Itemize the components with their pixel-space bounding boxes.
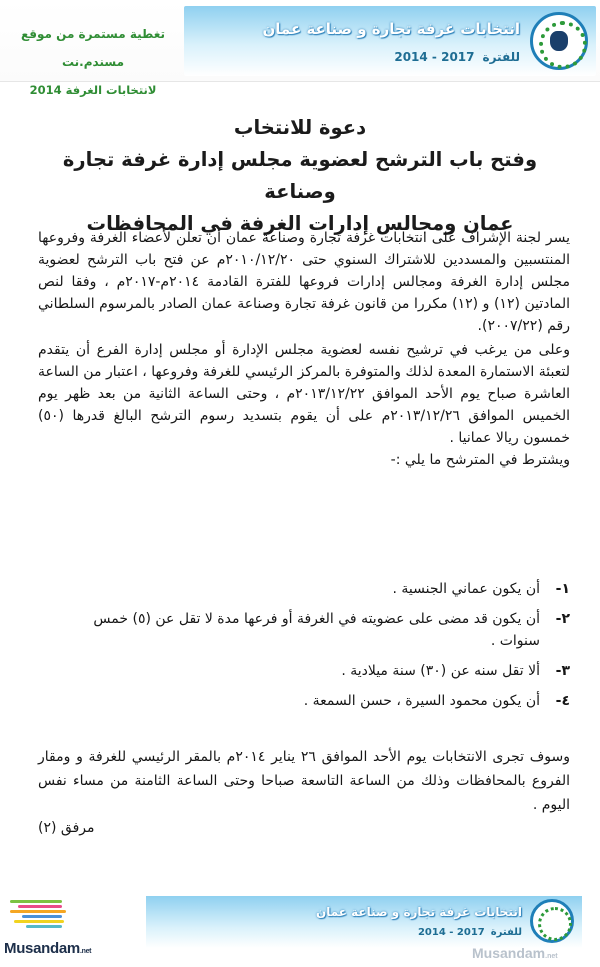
- header-period-label: للفترة: [482, 50, 520, 64]
- conditions-list: [60, 578, 570, 720]
- condition-text: أن يكون محمود السيرة ، حسن السمعة .: [303, 693, 540, 709]
- chamber-emblem-icon: [530, 12, 588, 70]
- top-banner: [0, 0, 600, 97]
- footer-period-label: للفترة: [490, 927, 522, 938]
- header-period-years: 2014 - 2017: [394, 50, 475, 64]
- condition-number: ٣-: [555, 663, 570, 679]
- coverage-note: [8, 20, 178, 104]
- condition-number: ١-: [555, 581, 570, 597]
- musandam-logo: [4, 900, 114, 960]
- list-item: [60, 608, 570, 652]
- conditions-intro: ويشترط في المترشح ما يلي :-: [390, 452, 570, 468]
- attachment-note: مرفق (٢): [38, 820, 95, 836]
- header-period: [386, 50, 520, 64]
- footer-period-years: 2014 - 2017: [417, 927, 485, 938]
- paragraph-application: وعلى من يرغب في ترشيح نفسه لعضوية مجلس الإدارة أو مجلس إدارة الفرع أن يتقدم لتعبئة الاستمارة المعدة لذلك والمتوفرة بالمركز الرئيسي للغرفة وفروعها ، اعتبار من الساعة العاشرة صباح يوم الأحد الموافق ٢٠١٣/١٢/٢٢م ، وحتى الساعة الثانية من بعد ظهر يوم الخميس الموافق ٢٠١٣/١٢/٢٦م على أن يقوم بتسديد رسوم الترشح البالغ قدرها (٥٠) خمسون ريالا عمانيا .: [38, 342, 571, 446]
- logo-text: Musandam: [4, 940, 80, 957]
- paragraph-election-date: وسوف تجرى الانتخابات يوم الأحد الموافق ٢٦ يناير ٢٠١٤م بالمقر الرئيسي للغرفة و ومقار الفروع بالمحافظات وذلك من الساعة التاسعة صباحا وحتى الساعة الثامنة من مساء نفس اليوم .: [38, 749, 570, 813]
- paragraph-announcement: يسر لجنة الإشراف على انتخابات غرفة تجارة وصناعة عمان أن تعلن لأعضاء الغرفة وفروعها المنتسبين والمسددين للاشتراك السنوي حتى ٢٠١٠/١٢/٢٠م عن فتح باب الترشح لعضوية مجلس إدارة الغرفة ومجالس إدارات فروعها للفترة القادمة ٢٠١٤م-٢٠١٧م ، وفقا لنص المادتين (١٢) و (١٢) مكررا من قانون غرفة تجارة وصناعة عمان الصادر بالمرسوم السلطاني رقم (٢٠٠٧/٢٢).: [38, 230, 571, 334]
- logo-wordmark: [4, 940, 91, 957]
- footer-period: [412, 927, 522, 938]
- watermark-suffix: .net: [545, 953, 558, 960]
- list-item: [60, 660, 570, 682]
- list-item: [60, 578, 570, 600]
- header-title: انتخابات غرفة تجارة و صناعة عمان: [262, 20, 520, 38]
- title-line-1: دعوة للانتخاب: [233, 116, 367, 139]
- condition-text: ألا تقل سنه عن (٣٠) سنة ميلادية .: [341, 663, 540, 679]
- list-item: [60, 690, 570, 712]
- footer-title: انتخابات غرفة تجارة و صناعة عمان: [315, 905, 522, 919]
- condition-text: أن يكون قد مضى على عضويته في الغرفة أو فرعها مدة لا تقل عن (٥) خمس سنوات .: [93, 611, 540, 649]
- document-title: [30, 112, 570, 240]
- condition-number: ٢-: [555, 611, 570, 627]
- musandam-watermark: [472, 945, 558, 961]
- coverage-line-2: لانتخابات الغرفة 2014: [29, 83, 157, 97]
- logo-stripes-icon: [10, 900, 70, 936]
- watermark-text: Musandam: [472, 945, 546, 961]
- document-body: [38, 227, 570, 471]
- condition-text: أن يكون عماني الجنسية .: [392, 581, 540, 597]
- header-band: [184, 6, 596, 76]
- condition-number: ٤-: [555, 693, 570, 709]
- logo-suffix: .net: [79, 948, 92, 955]
- coverage-line-1: تغطية مستمرة من موقع مسندم.نت: [20, 27, 166, 69]
- footer-band: [146, 896, 582, 948]
- chamber-emblem-icon: [530, 899, 574, 943]
- title-line-3: عمان ومجالس إدارات الغرفة في المحافظات: [86, 212, 514, 235]
- title-line-2: وفتح باب الترشح لعضوية مجلس إدارة غرفة تجارة وصناعة: [62, 148, 538, 203]
